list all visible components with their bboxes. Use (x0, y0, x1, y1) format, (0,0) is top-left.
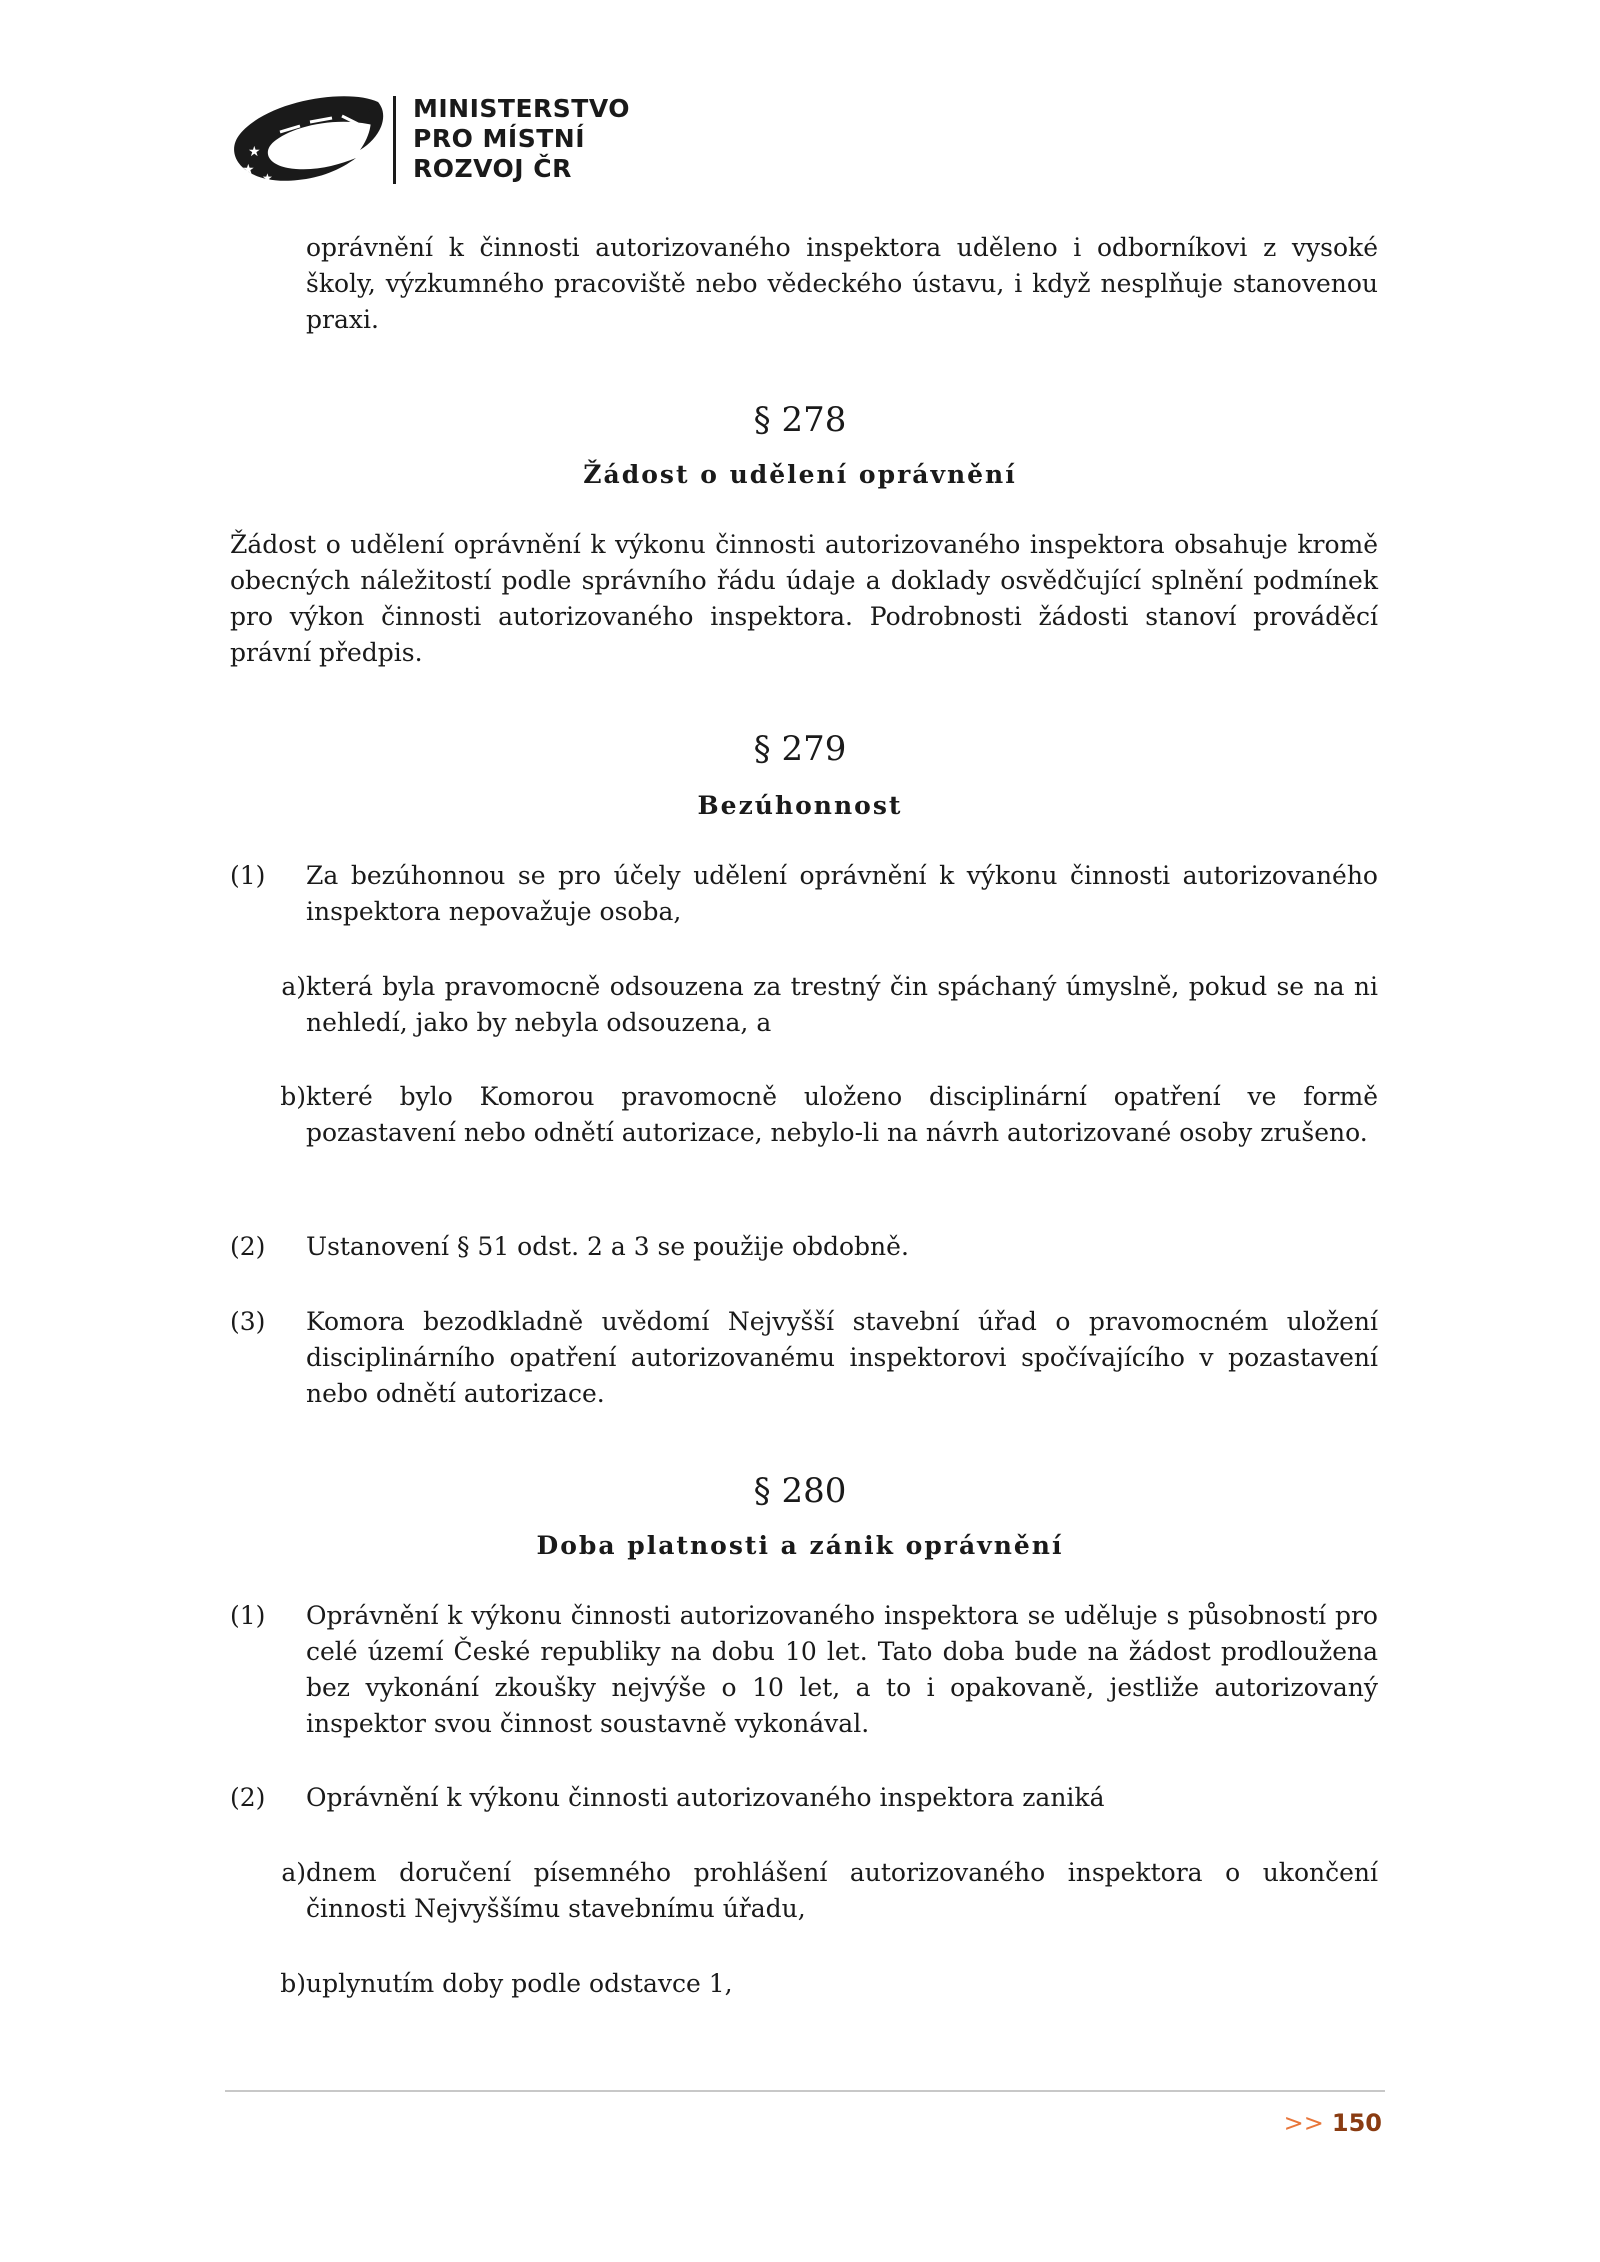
section-sign-278: § 278 (753, 400, 847, 440)
section-278-text: Žádost o udělení oprávnění k výkonu činnosti autorizovaného inspektora obsahuje kromě obecných náležitostí podle správního řádu údaje a doklady osvědčující splnění podmínek pro výkon činnosti autorizovaného inspektora. Podrobnosti žádosti stanoví prováděcí právní předpis. (230, 530, 1378, 667)
section-sign-279: § 279 (753, 729, 847, 769)
ministry-name-line: ROZVOJ ČR (413, 154, 572, 183)
item-number: (2) (230, 1232, 266, 1261)
section-279-item-1-sub-a (230, 969, 1378, 1041)
section-title-279: Bezúhonnost (697, 791, 903, 820)
subitem-letter: a) (281, 972, 306, 1001)
page-number-value: 150 (1331, 2109, 1382, 2137)
subitem-letter: b) (280, 1969, 306, 1998)
item-number: (1) (230, 861, 266, 890)
section-280-item-2 (230, 1780, 1378, 1816)
ministry-name-line: PRO MÍSTNÍ (413, 124, 585, 153)
item-number: (2) (230, 1783, 266, 1812)
subitem-letter: a) (281, 1858, 306, 1887)
item-number: (3) (230, 1307, 266, 1336)
subitem-text: dnem doručení písemného prohlášení autorizovaného inspektora o ukončení činnosti Nejvyššímu stavebnímu úřadu, (306, 1858, 1378, 1923)
section-278-body (230, 527, 1378, 671)
subitem-letter: b) (280, 1082, 306, 1111)
section-279-item-1 (230, 858, 1378, 930)
svg-text:★: ★ (248, 145, 261, 160)
item-text: Ustanovení § 51 odst. 2 a 3 se použije obdobně. (306, 1232, 909, 1261)
intro-paragraph (306, 230, 1378, 338)
subitem-text: uplynutím doby podle odstavce 1, (306, 1969, 733, 1998)
page-number (1284, 2108, 1382, 2138)
item-text: Oprávnění k výkonu činnosti autorizovaného inspektora se uděluje s působností pro celé území České republiky na dobu 10 let. Tato doba bude na žádost prodloužena bez vykonání zkoušky nejvýše o 10 let, a to i opakovaně, jestliže autorizovaný inspektor svou činnost soustavně vykonával. (306, 1601, 1378, 1738)
subitem-text: která byla pravomocně odsouzena za trestný čin spáchaný úmyslně, pokud se na ni nehledí, jako by nebyla odsouzena, a (306, 972, 1378, 1037)
section-title-280: Doba platnosti a zánik oprávnění (536, 1531, 1064, 1560)
footer-divider (225, 2090, 1385, 2092)
intro-text: oprávnění k činnosti autorizovaného inspektora uděleno i odborníkovi z vysoké školy, výzkumného pracoviště nebo vědeckého ústavu, i když nesplňuje stanovenou praxi. (306, 233, 1378, 334)
item-text: Oprávnění k výkonu činnosti autorizovaného inspektora zaniká (306, 1783, 1105, 1812)
double-chevron-right-icon: >> (1283, 2109, 1324, 2137)
mmr-swirl-logo-icon (228, 94, 388, 190)
ministry-name-line: MINISTERSTVO (413, 94, 631, 123)
section-title-278: Žádost o udělení oprávnění (583, 460, 1017, 489)
svg-text:★: ★ (242, 163, 255, 178)
ministry-name (413, 94, 630, 184)
ministry-logo (228, 94, 648, 190)
item-text: Komora bezodkladně uvědomí Nejvyšší stavební úřad o pravomocném uložení disciplinárního opatření autorizovanému inspektorovi spočívajícího v pozastavení nebo odnětí autorizace. (306, 1307, 1378, 1408)
section-279-item-3 (230, 1304, 1378, 1412)
section-280-item-1 (230, 1598, 1378, 1742)
section-280-item-2-sub-b (230, 1966, 1378, 2002)
section-280-item-2-sub-a (230, 1855, 1378, 1927)
section-sign-280: § 280 (753, 1471, 847, 1511)
logo-divider (393, 96, 396, 184)
section-279-item-2 (230, 1229, 1378, 1265)
svg-text:★: ★ (262, 171, 273, 185)
subitem-text: které bylo Komorou pravomocně uloženo disciplinární opatření ve formě pozastavení nebo odnětí autorizace, nebylo-li na návrh autorizované osoby zrušeno. (306, 1082, 1378, 1147)
section-279-item-1-sub-b (230, 1079, 1378, 1151)
item-text: Za bezúhonnou se pro účely udělení oprávnění k výkonu činnosti autorizovaného inspektora nepovažuje osoba, (306, 861, 1378, 926)
item-number: (1) (230, 1601, 266, 1630)
